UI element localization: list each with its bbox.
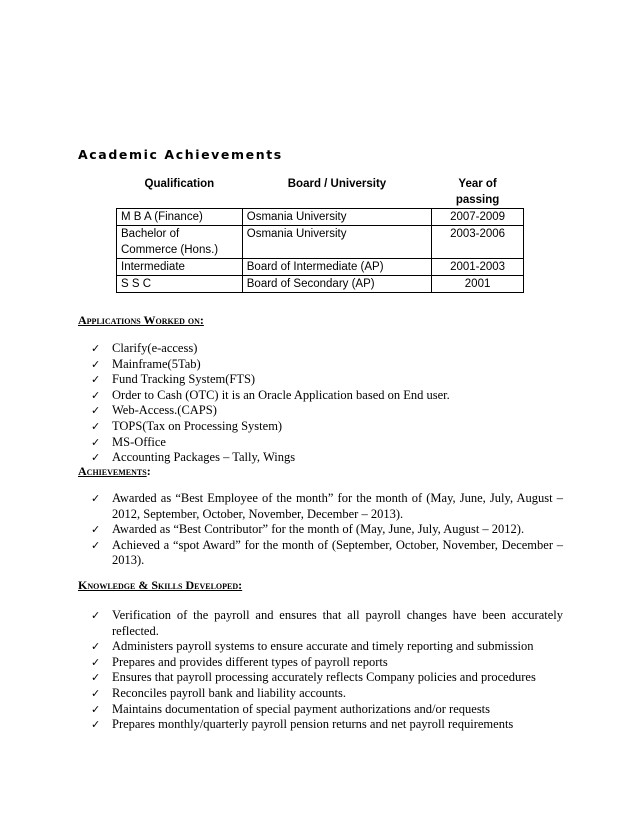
table-cell: 2001-2003 — [432, 259, 524, 276]
list-item: ✓ Accounting Packages – Tally, Wings — [91, 450, 296, 465]
check-mark-icon: ✓ — [91, 357, 101, 371]
check-mark-icon: ✓ — [91, 640, 101, 654]
skills-list — [91, 608, 563, 733]
achievements-list — [91, 491, 563, 569]
check-mark-icon: ✓ — [91, 492, 101, 505]
table-cell: Intermediate — [117, 259, 243, 276]
check-mark-icon: ✓ — [91, 538, 101, 552]
list-item: ✓ Order to Cash (OTC) it is an Oracle Application based on End user. — [91, 387, 450, 402]
table-cell: Bachelor of Commerce (Hons.) — [117, 226, 243, 259]
check-mark-icon: ✓ — [91, 523, 101, 537]
check-mark-icon: ✓ — [91, 419, 101, 433]
applications-list — [91, 341, 450, 466]
list-item: ✓ Awarded as “Best Contributor” for the month of (May, June, July, August – 2012). — [91, 522, 525, 537]
table-cell: 2007-2009 — [432, 209, 524, 226]
table-cell: M B A (Finance) — [117, 209, 243, 226]
list-item: ✓ Verification of the payroll and ensures that all payroll changes have been accurately reflected. — [91, 608, 563, 638]
check-mark-icon: ✓ — [91, 373, 101, 387]
list-item: ✓ Reconciles payroll bank and liability accounts. — [91, 685, 346, 700]
table-row — [117, 226, 524, 259]
column-header: Qualification — [117, 176, 243, 209]
table-row — [117, 209, 524, 226]
check-mark-icon: ✓ — [91, 718, 101, 732]
list-item: ✓ Ensures that payroll processing accurately reflects Company policies and procedures — [91, 670, 536, 685]
achievements-heading: Achievements: — [78, 464, 151, 478]
check-mark-icon: ✓ — [91, 686, 101, 700]
skills-heading: Knowledge & Skills Developed: — [78, 578, 243, 592]
table-header-row — [117, 176, 524, 209]
list-item: ✓ Administers payroll systems to ensure accurate and timely reporting and submission — [91, 639, 534, 654]
check-mark-icon: ✓ — [91, 451, 101, 465]
table-cell: Board of Intermediate (AP) — [242, 259, 431, 276]
check-mark-icon: ✓ — [91, 404, 101, 418]
list-item: ✓ Clarify(e-access) — [91, 341, 198, 355]
list-item: ✓ Prepares monthly/quarterly payroll pension returns and net payroll requirements — [91, 717, 514, 732]
list-item: ✓ TOPS(Tax on Processing System) — [91, 418, 283, 433]
list-item: ✓ Fund Tracking System(FTS) — [91, 372, 256, 387]
check-mark-icon: ✓ — [91, 702, 101, 716]
check-mark-icon: ✓ — [91, 435, 101, 449]
applications-heading: Applications Worked on: — [78, 313, 204, 327]
table-cell: S S C — [117, 276, 243, 293]
academic-title: Academic Achievements — [78, 147, 283, 162]
list-item: ✓ Achieved a “spot Award” for the month of (September, October, November, December – 2013). — [91, 537, 563, 568]
column-header: Board / University — [242, 176, 431, 209]
qualification-table — [116, 176, 524, 293]
table-cell: 2001 — [432, 276, 524, 293]
table-row — [117, 259, 524, 276]
check-mark-icon: ✓ — [91, 342, 101, 355]
list-item: ✓ Prepares and provides different types of payroll reports — [91, 654, 388, 669]
list-item: ✓ Mainframe(5Tab) — [91, 356, 201, 371]
check-mark-icon: ✓ — [91, 671, 101, 685]
column-header: Year of passing — [432, 176, 524, 209]
list-item: ✓ Awarded as “Best Employee of the month” for the month of (May, June, July, August – 2012, September, October, November, December – 2013). — [91, 491, 563, 521]
table-row — [117, 276, 524, 293]
table-cell: Osmania University — [242, 226, 431, 259]
table-cell: Board of Secondary (AP) — [242, 276, 431, 293]
table-cell: 2003-2006 — [432, 226, 524, 259]
list-item: ✓ Web-Access.(CAPS) — [91, 403, 217, 418]
check-mark-icon: ✓ — [91, 388, 101, 402]
list-item: ✓ Maintains documentation of special payment authorizations and/or requests — [91, 701, 491, 716]
table-cell: Osmania University — [242, 209, 431, 226]
list-item: ✓ MS-Office — [91, 434, 166, 449]
check-mark-icon: ✓ — [91, 655, 101, 669]
check-mark-icon: ✓ — [91, 609, 101, 622]
